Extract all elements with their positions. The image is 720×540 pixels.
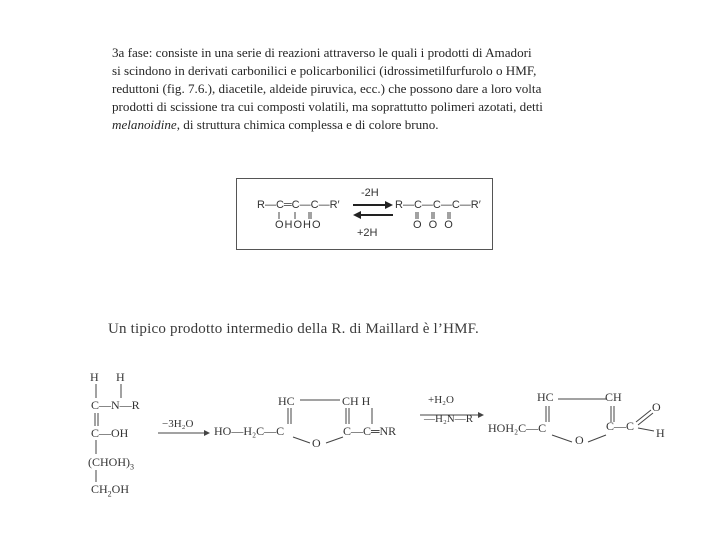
amadori-h2: H: [116, 370, 125, 384]
amadori-chain: $(CHOH)_3$: [88, 455, 134, 472]
phase-label: 3a fase:: [112, 45, 153, 60]
right-substituents: O O O: [413, 219, 455, 231]
hmf-ch: CH: [605, 390, 622, 404]
paragraph-line-4: prodotti di scissione tra cui composti volatili, ma soprattutto polimeri azotati, detti: [112, 99, 543, 114]
melanoidine-term: melanoidine: [112, 117, 177, 132]
hmf-caption: Un tipico prodotto intermedio della R. di Maillard è l’HMF.: [108, 321, 479, 337]
hmf-c-c: C—C: [606, 419, 635, 433]
hmf-aldehyde-o: O: [652, 400, 661, 414]
intermediate-hc: HC: [278, 394, 295, 408]
intermediate-chh: CH H: [342, 394, 371, 408]
paragraph-line-2: si scindono in derivati carbonilici e policarbonilici (idrossimetilfurfurolo o HMF,: [112, 63, 537, 78]
hmf-ring-o: O: [575, 433, 584, 447]
intermediate-c-c-nr: C—C═NR: [343, 424, 397, 438]
amadori-c-oh: C—OH: [91, 426, 129, 440]
amadori-c-n-r: C—N—R: [91, 398, 140, 412]
paragraph-line-5: melanoidine, di struttura chimica complessa e di colore bruno.: [112, 117, 439, 132]
amadori-ch2oh: $CH_2OH$: [91, 482, 130, 499]
left-formula: R—C═C—C—R′: [257, 199, 340, 211]
dehydrogenation-label: -2H: [361, 187, 379, 199]
paragraph-line-1: 3a fase: consiste in una serie di reazioni attraverso le quali i prodotti di Amadori: [112, 45, 532, 60]
amadori-h1: H: [90, 370, 99, 384]
hmf-hc: HC: [537, 390, 554, 404]
hydrogenation-label: +2H: [357, 227, 378, 239]
hmf-hoh2c: HOH₂C—C: [488, 421, 547, 435]
dehydration-label: −3H₂O: [162, 418, 194, 430]
paragraph-line-3: reduttoni (fig. 7.6.), diacetile, aldeide piruvica, ecc.) che possono dare a loro volta: [112, 81, 542, 96]
left-substituents: OHOHO: [275, 219, 322, 231]
right-formula: R—C—C—C—R′: [395, 199, 481, 211]
hydration-label: +H₂O: [428, 394, 454, 406]
intermediate-ring-o: O: [312, 436, 321, 450]
amine-loss-label: —H₂N—R: [424, 413, 474, 425]
intermediate-hoh2c: HO—H₂C—C: [214, 424, 285, 438]
hmf-aldehyde-h: H: [656, 426, 665, 440]
